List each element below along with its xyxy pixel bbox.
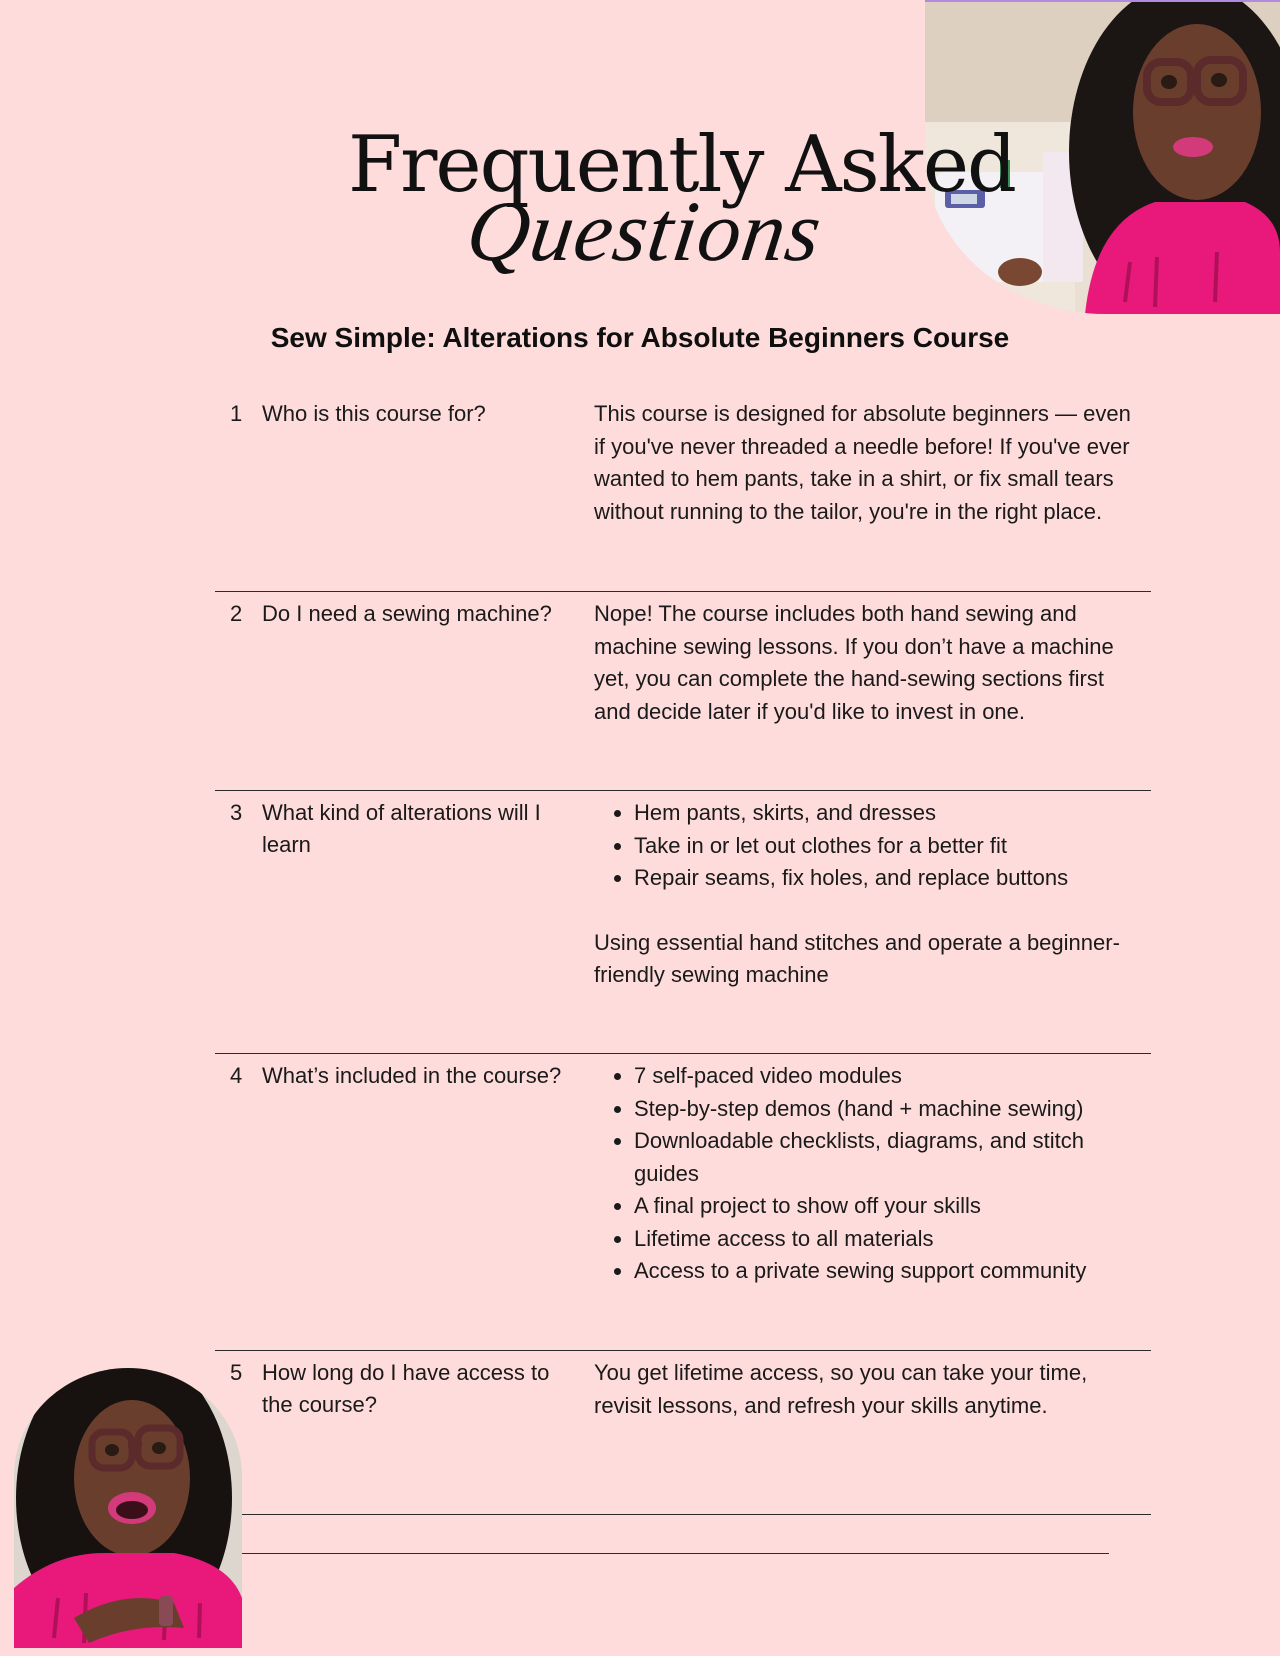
list-item: • A final project to show off your skills — [634, 1190, 1139, 1223]
list-item: • Downloadable checklists, diagrams, and stitch guides — [634, 1125, 1139, 1190]
list-item: • Step-by-step demos (hand + machine sewing) — [634, 1093, 1139, 1126]
faq-answer — [594, 1054, 1151, 1350]
faq-table — [215, 392, 1151, 1515]
divider-line — [242, 1553, 1109, 1554]
list-item: • Repair seams, fix holes, and replace buttons — [634, 862, 1139, 895]
list-item: • Access to a private sewing support community — [634, 1255, 1139, 1288]
faq-answer — [594, 1351, 1151, 1514]
faq-answer — [594, 791, 1151, 1053]
title-block — [0, 120, 1280, 280]
faq-bullet-list — [594, 1060, 1139, 1288]
faq-number: 3 — [230, 800, 243, 825]
page-title: Frequently Asked — [348, 120, 1015, 210]
faq-number: 2 — [230, 601, 243, 626]
faq-answer-text: This course is designed for absolute beginners — even if you've never threaded a needle before! If you've ever wanted to hem pants, take in a shirt, or fix small tears without running to the tailor, you're in the right place. — [594, 401, 1131, 524]
course-subtitle-text: Sew Simple: Alterations for Absolute Beginners Course — [270, 322, 1010, 353]
faq-row — [215, 392, 1151, 592]
faq-row — [215, 1351, 1151, 1515]
page-title-script: Questions — [461, 183, 828, 279]
instructor-photo-bottom — [14, 1368, 242, 1648]
faq-answer-text: You get lifetime access, so you can take your time, revisit lessons, and refresh your skills anytime. — [594, 1360, 1088, 1418]
faq-question: How long do I have access to the course? — [262, 1360, 550, 1417]
faq-row — [215, 592, 1151, 791]
faq-answer-text: Nope! The course includes both hand sewing and machine sewing lessons. If you don’t have a machine yet, you can complete the hand-sewing sections first and decide later if you'd like to invest in one. — [594, 601, 1114, 724]
faq-bullet-list — [594, 797, 1139, 895]
faq-question: Who is this course for? — [262, 401, 486, 426]
list-item: • Lifetime access to all materials — [634, 1223, 1139, 1256]
faq-row — [215, 1054, 1151, 1351]
faq-question: What’s included in the course? — [262, 1063, 562, 1088]
faq-answer-text: Using essential hand stitches and operate a beginner-friendly sewing machine — [594, 929, 1120, 987]
faq-question: What kind of alterations will I learn — [262, 800, 541, 857]
list-item: • Hem pants, skirts, and dresses — [634, 797, 1139, 830]
faq-number: 4 — [230, 1063, 243, 1088]
course-subtitle — [0, 322, 1280, 354]
list-item: • Take in or let out clothes for a better fit — [634, 830, 1139, 863]
faq-number: 5 — [230, 1360, 243, 1385]
faq-answer — [594, 592, 1151, 790]
list-item: • 7 self-paced video modules — [634, 1060, 1139, 1093]
faq-answer — [594, 392, 1151, 591]
faq-row — [215, 791, 1151, 1054]
faq-number: 1 — [230, 401, 243, 426]
faq-question: Do I need a sewing machine? — [262, 601, 552, 626]
